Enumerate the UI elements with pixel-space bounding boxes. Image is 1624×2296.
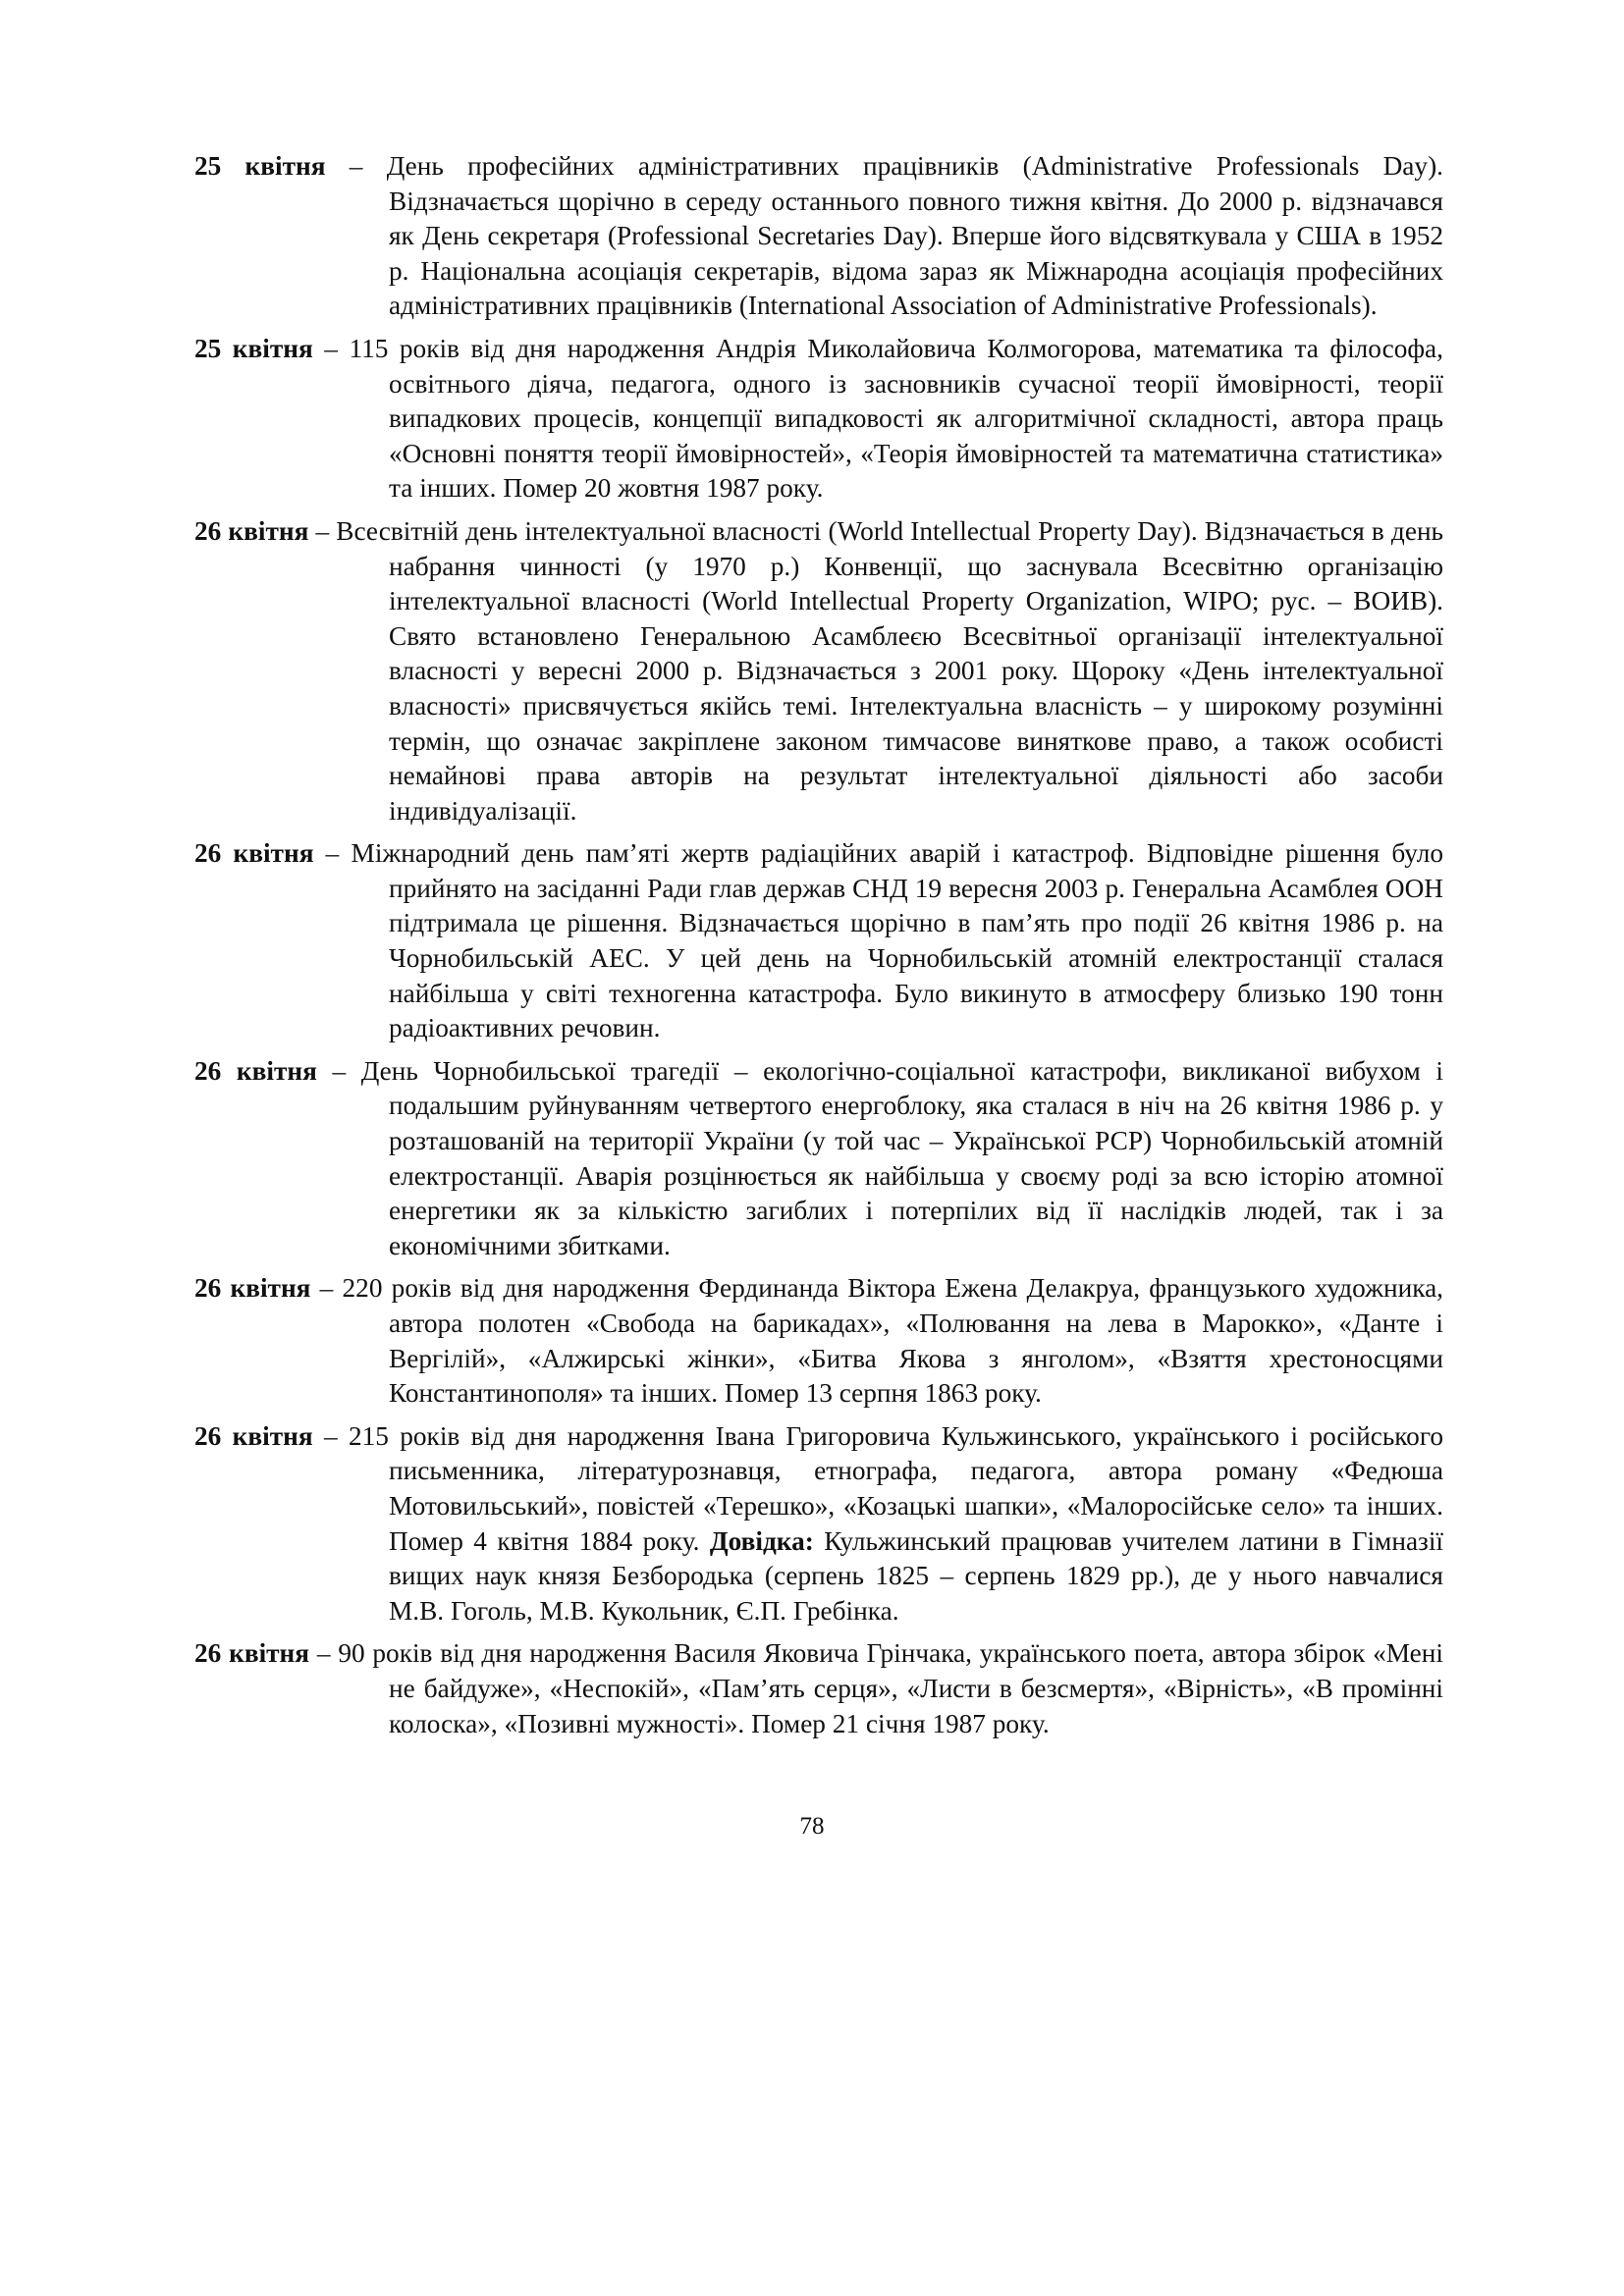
entry-text: Всесвітній день інтелектуальної власності (World Intellectual Property Day). Відзначається в день набрання чинності (у 1970 р.) Конвенції, що заснувала Всесвітню організацію інтелектуальної власності (World Intellectual Property Organization, WIPO; рус. – ВОИВ). Свято встановлено Генеральною Асамблеєю Всесвітньої організації інтелектуальної власності у вересні 2000 р. Відзначається з 2001 року. Щороку «День інтелектуальної власності» присвячується якійсь темі. Інтелектуальна власність – у широкому розумінні термін, що означає закріплене законом тимчасове виняткове право, а також особисті немайнові права авторів на результат інтелектуальної діяльності або засоби індивідуалізації.: [336, 515, 1443, 826]
entry-date: 26 квітня: [194, 1055, 317, 1086]
entry-date: 26 квітня: [194, 838, 314, 869]
entry-text: День професійних адміністративних працівників (Administrative Professionals Day). Відзначається щорічно в середу останнього повного тижня квітня. До 2000 р. відзначався як День секретаря (Professional Secretaries Day). Вперше його відсвяткувала у США в 1952 р. Національна асоціація секретарів, відома зараз як Міжнародна асоціація професійних адміністративних працівників (International Association of Administrative Professionals).: [386, 151, 1443, 321]
entry-text: 215 років від дня народження Івана Григоровича Кульжинського, українського і російського письменника, літературознавця, етнографа, педагога, автора роману «Федюша Мотовильський», повістей «Терешко», «Козацькі шапки», «Малоросійське село» та інших. Помер 4 квітня 1884 року.: [348, 1420, 1443, 1556]
entry-text: Міжнародний день пам’яті жертв радіаційних аварій і катастроф. Відповідне рішення було прийнято на засіданні Ради глав держав СНД 19 вересня 2003 р. Генеральна Асамблея ООН підтримала це рішення. Відзначається щорічно в пам’ять про події 26 квітня 1986 р. на Чорнобильській АЕС. У цей день на Чорнобильській атомній електростанції сталася найбільша у світі техногенна катастрофа. Було викинуто в атмосферу близько 190 тонн радіоактивних речовин.: [351, 838, 1443, 1043]
entry-date: 26 квітня: [194, 1638, 310, 1669]
page-number: 78: [799, 1813, 825, 1840]
entry-administrative-professionals-day: [194, 149, 1443, 324]
entry-text: 90 років від дня народження Василя Яковича Грінчака, українського поета, автора збірок «Мені не байдуже», «Неспокій», «Пам’ять серця», «Листи в безсмертя», «Вірність», «В промінні колоска», «Позивні мужності». Помер 21 січня 1987 року.: [338, 1638, 1443, 1738]
entry-date: 25 квітня: [194, 333, 313, 363]
entry-hrinchak: [194, 1636, 1443, 1741]
entry-text: 220 років від дня народження Фердинанда Віктора Ежена Делакруа, французького художника, автора полотен «Свобода на барикадах», «Полювання на лева в Марокко», «Данте і Вергілій», «Алжирські жінки», «Битва Якова з янголом», «Взяття хрестоносцями Константинополя» та інших. Помер 13 серпня 1863 року.: [342, 1273, 1444, 1409]
reference-note-label: Довідка:: [709, 1525, 814, 1556]
entry-dash: –: [312, 1420, 349, 1451]
entry-radiation-victims-memorial-day: [194, 836, 1443, 1046]
entry-date: 26 квітня: [194, 1273, 311, 1304]
entry-dash: –: [313, 838, 352, 869]
document-body: [194, 149, 1443, 1749]
entry-dash: –: [310, 1273, 343, 1304]
entry-date: 25 квітня: [194, 151, 326, 181]
entry-dash: –: [308, 515, 337, 546]
entry-kolmogorov: [194, 332, 1443, 507]
entry-text: День Чорнобильської трагедії – екологічно-соціальної катастрофи, викликаної вибухом і подальшим руйнуванням четвертого енергоблоку, яка сталася в ніч на 26 квітня 1986 р. у розташованій на території України (у той час – Української РСР) Чорнобильській атомній електростанції. Аварія розцінюється як найбільша у своєму роді за всю історію атомної енергетики як за кількістю загиблих і потерпілих від її наслідків людей, так і за економічними збитками.: [360, 1055, 1443, 1260]
reference-note-text: Кульжинський працював учителем латини в Гімназії вищих наук князя Безбородька (серпень 1825 – серпень 1829 рр.), де у нього навчалися М.В. Гоголь, М.В. Кукольник, Є.П. Гребінка.: [389, 1525, 1444, 1626]
entry-date: 26 квітня: [194, 1420, 313, 1451]
entry-dash: –: [325, 151, 387, 181]
entry-dash: –: [312, 333, 350, 363]
entry-date: 26 квітня: [194, 515, 309, 546]
entry-dash: –: [316, 1055, 361, 1086]
entry-chornobyl-tragedy-day: [194, 1054, 1443, 1264]
entry-text: 115 років від дня народження Андрія Миколайовича Колмогорова, математика та філософа, освітнього діяча, педагога, одного із засновників сучасної теорії ймовірності, теорії випадкових процесів, концепції випадковості як алгоритмічної складності, автора праць «Основні поняття теорії ймовірностей», «Теорія ймовірностей та математична статистика» та інших. Помер 20 жовтня 1987 року.: [349, 333, 1443, 504]
entry-delacroix: [194, 1271, 1443, 1411]
entry-intellectual-property-day: [194, 514, 1443, 828]
entry-dash: –: [309, 1638, 339, 1669]
entry-kulzhynskyi: [194, 1419, 1443, 1629]
